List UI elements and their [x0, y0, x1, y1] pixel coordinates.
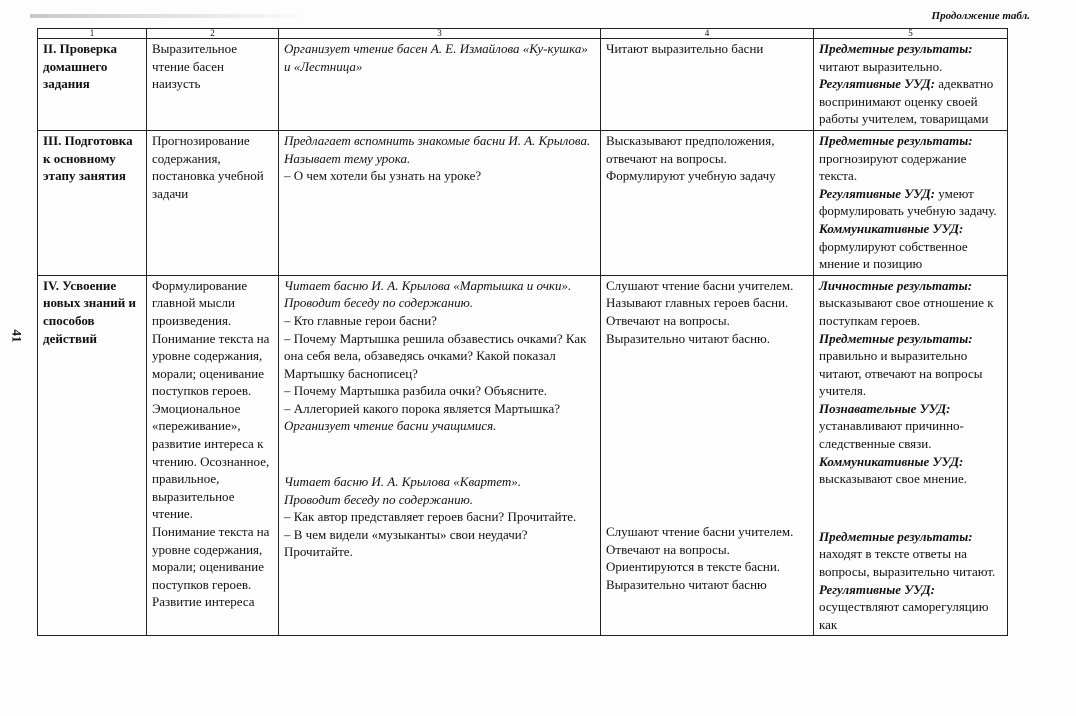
result-text: осуществляют саморегуляцию как: [819, 599, 989, 632]
result-item: [819, 400, 1002, 453]
result-heading: Коммуникативные УУД:: [819, 453, 964, 469]
spacer: [606, 347, 808, 523]
results-cell: [814, 130, 1008, 275]
students-text: Слушают чтение басни учителем. Называют главных героев басни. Отвечают на вопросы. Выразительно читают басню.: [606, 277, 794, 346]
table-row: [38, 130, 1008, 275]
teacher-line: Называет тему урока.: [284, 150, 411, 166]
result-heading: Предметные результаты:: [819, 132, 973, 148]
result-text: адекватно воспринимают оценку своей работы учителем, товарищами: [819, 76, 994, 127]
content-cell: Прогнозирование содержания, постановка учебной задачи: [147, 130, 279, 275]
result-item: [819, 75, 1002, 128]
teacher-line: – Аллегорией какого порока является Мартышка?: [284, 400, 560, 416]
stage-cell: III. Подготовка к основному этапу занятия: [38, 130, 147, 275]
spacer: [819, 488, 1002, 528]
teacher-line: – В чем видели «музыканты» свои неудачи? Прочитайте.: [284, 526, 528, 560]
teacher-activity-cell: [279, 130, 601, 275]
teacher-line: – О чем хотели бы узнать на уроке?: [284, 168, 482, 184]
teacher-activity-cell: [279, 39, 601, 131]
result-heading: Регулятивные УУД:: [819, 185, 936, 201]
result-heading: Личностные результаты:: [819, 277, 973, 293]
stage-cell: II. Проверка домашнего задания: [38, 39, 147, 131]
teacher-line: – Кто главные герои басни?: [284, 312, 437, 328]
teacher-line: – Почему Мартышка разбила очки? Объясните.: [284, 383, 548, 399]
continuation-label: Продолжение табл.: [931, 10, 1030, 22]
result-heading: Познавательные УУД:: [819, 400, 951, 416]
students-text: Слушают чтение басни учителем. Отвечают на вопросы. Ориентируются в тексте басни. Выразительно читают басню: [606, 524, 794, 592]
result-heading: Регулятивные УУД:: [819, 76, 936, 92]
result-text: высказывают свое мнение.: [819, 471, 967, 487]
teacher-line: Проводит беседу по содержанию.: [284, 491, 474, 507]
result-text: читают выразительно.: [819, 58, 943, 74]
results-cell: [814, 39, 1008, 131]
result-heading: Предметные результаты:: [819, 330, 973, 346]
table-row: [38, 39, 1008, 131]
results-cell: [814, 275, 1008, 636]
teacher-line: Предлагает вспомнить знакомые басни И. А. Крылова.: [284, 132, 591, 148]
scan-artifact: [30, 14, 310, 18]
content-cell: [147, 275, 279, 636]
result-item: [819, 185, 1002, 220]
result-heading: Предметные результаты:: [819, 528, 973, 544]
column-number: 5: [814, 29, 1008, 39]
result-item: [819, 528, 1002, 581]
result-item: [819, 330, 1002, 400]
column-number: 4: [601, 29, 814, 39]
result-item: [819, 277, 1002, 330]
students-activity-cell: Высказывают предположения, отвечают на вопросы. Формулируют учебную задачу: [601, 130, 814, 275]
result-text: правильно и выразительно читают, отвечают на вопросы учителя.: [819, 348, 983, 399]
result-heading: Регулятивные УУД:: [819, 581, 936, 597]
result-item: [819, 453, 1002, 488]
lesson-plan-table: [37, 28, 1008, 636]
result-item: [819, 220, 1002, 273]
stage-cell: IV. Усвоение новых знаний и способов действий: [38, 275, 147, 636]
result-text: высказывают свое отношение к поступкам героев.: [819, 295, 994, 328]
result-item: [819, 40, 1002, 75]
content-text: Формулирование главной мысли произведения. Понимание текста на уровне содержания, морали; оценивание поступков героев. Эмоциональное «переживание», развитие интереса к чтению. Осознанное, правильное, выразительное чтение.: [152, 277, 270, 522]
teacher-activity-cell: [279, 275, 601, 636]
column-number: 3: [279, 29, 601, 39]
teacher-line: Читает басню И. А. Крылова «Мартышка и очки».: [284, 277, 572, 293]
result-heading: Коммуникативные УУД:: [819, 220, 964, 236]
teacher-line: Организует чтение басен А. Е. Измайлова «Ку-кушка» и «Лестница»: [284, 41, 588, 74]
result-item: [819, 581, 1002, 634]
result-item: [819, 132, 1002, 185]
content-cell: Выразительное чтение басен наизусть: [147, 39, 279, 131]
result-text: находят в тексте ответы на вопросы, выразительно читают.: [819, 546, 996, 580]
table-row: [38, 275, 1008, 636]
teacher-line: Организует чтение басни учащимися.: [284, 418, 497, 434]
column-number: 1: [38, 29, 147, 39]
teacher-line: Проводит беседу по содержанию.: [284, 295, 474, 311]
result-text: прогнозируют содержание текста.: [819, 150, 967, 184]
result-heading: Предметные результаты:: [819, 41, 973, 56]
result-text: устанавливают причинно-следственные связи.: [819, 418, 964, 452]
spacer: [284, 435, 595, 473]
teacher-line: – Как автор представляет героев басни? Прочитайте.: [284, 509, 577, 525]
column-number-row: [38, 29, 1008, 39]
content-text: Понимание текста на уровне содержания, морали; оценивание поступков героев. Развитие интереса: [152, 524, 270, 610]
students-activity-cell: Читают выразительно басни: [601, 39, 814, 131]
result-text: умеют формулировать учебную задачу.: [819, 185, 997, 219]
students-activity-cell: [601, 275, 814, 636]
page-number: 41: [9, 329, 25, 343]
teacher-line: – Почему Мартышка решила обзавестись очками? Как она себя вела, обзаведясь очками? Какой показал Мартышку баснописец?: [284, 330, 587, 381]
column-number: 2: [147, 29, 279, 39]
result-text: формулируют собственное мнение и позицию: [819, 238, 968, 272]
teacher-line: Читает басню И. А. Крылова «Квартет».: [284, 474, 521, 490]
